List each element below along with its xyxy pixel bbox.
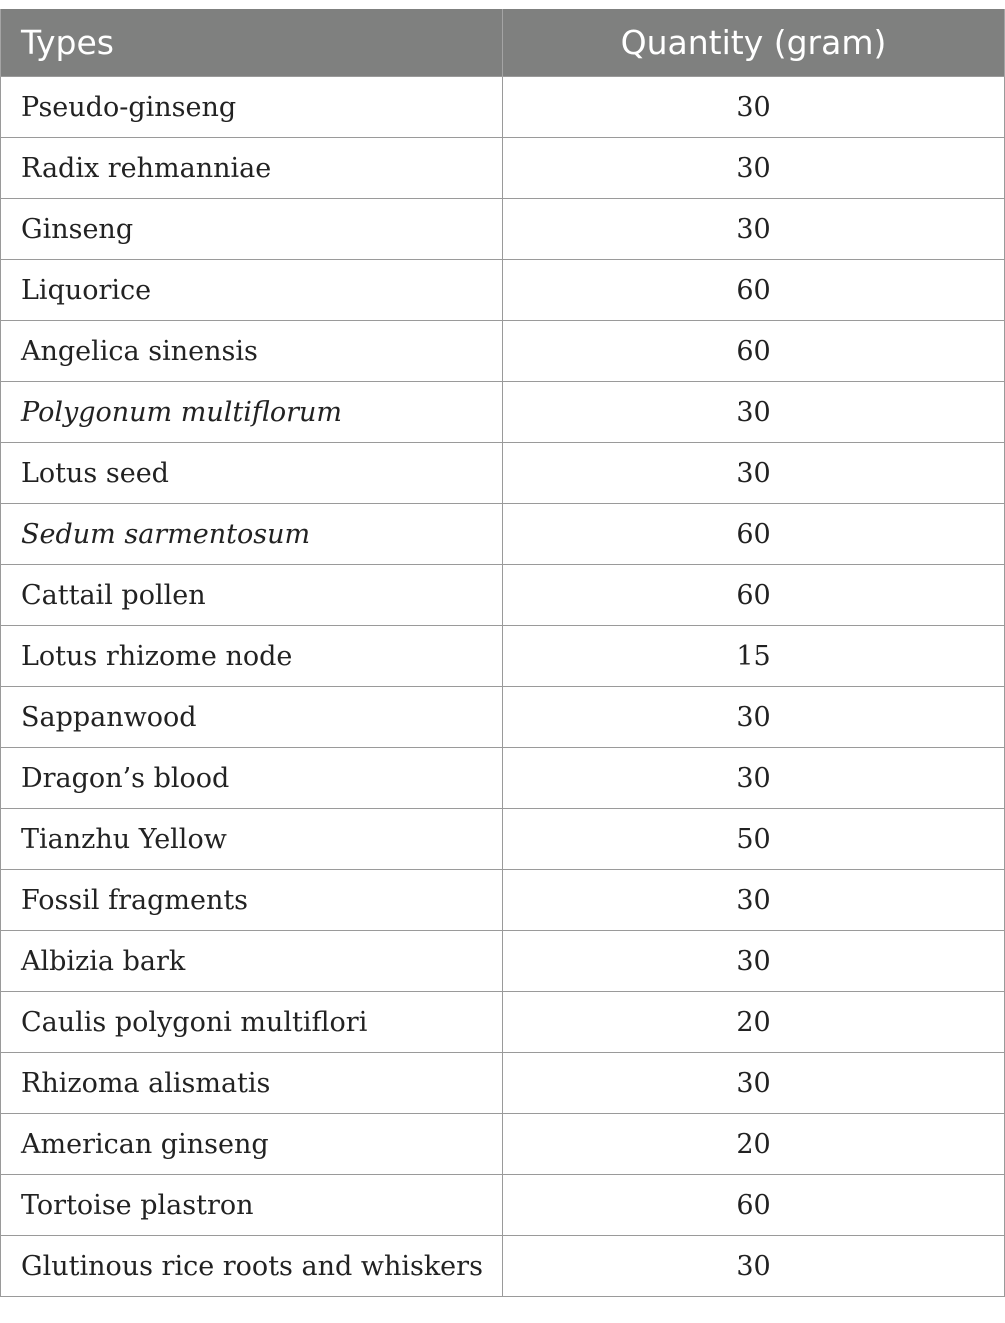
table-body xyxy=(1,77,1005,1297)
quantity-cell: 15 xyxy=(503,626,1005,687)
type-cell: Liquorice xyxy=(1,260,503,321)
quantity-cell: 20 xyxy=(503,1114,1005,1175)
type-cell: Lotus seed xyxy=(1,443,503,504)
table-row xyxy=(1,1175,1005,1236)
table-container xyxy=(0,9,1004,1297)
quantity-cell: 50 xyxy=(503,809,1005,870)
table-row xyxy=(1,382,1005,443)
type-cell: Fossil fragments xyxy=(1,870,503,931)
header-row xyxy=(1,9,1005,77)
table-row xyxy=(1,504,1005,565)
table-row xyxy=(1,748,1005,809)
type-cell: Dragon’s blood xyxy=(1,748,503,809)
type-cell: Rhizoma alismatis xyxy=(1,1053,503,1114)
quantity-cell: 30 xyxy=(503,1053,1005,1114)
type-cell: Polygonum multiflorum xyxy=(1,382,503,443)
header-quantity: Quantity (gram) xyxy=(503,9,1005,77)
type-cell: Lotus rhizome node xyxy=(1,626,503,687)
type-cell: Caulis polygoni multiflori xyxy=(1,992,503,1053)
table-header xyxy=(1,9,1005,77)
table-row xyxy=(1,931,1005,992)
table-row xyxy=(1,260,1005,321)
quantity-cell: 30 xyxy=(503,931,1005,992)
type-cell: American ginseng xyxy=(1,1114,503,1175)
table-row xyxy=(1,565,1005,626)
table-row xyxy=(1,1114,1005,1175)
quantity-cell: 30 xyxy=(503,748,1005,809)
quantity-cell: 30 xyxy=(503,1236,1005,1297)
quantity-cell: 60 xyxy=(503,321,1005,382)
quantity-cell: 30 xyxy=(503,443,1005,504)
type-cell: Glutinous rice roots and whiskers xyxy=(1,1236,503,1297)
type-cell: Radix rehmanniae xyxy=(1,138,503,199)
quantity-cell: 30 xyxy=(503,870,1005,931)
type-cell: Albizia bark xyxy=(1,931,503,992)
type-cell: Pseudo-ginseng xyxy=(1,77,503,138)
type-cell: Ginseng xyxy=(1,199,503,260)
table-row xyxy=(1,77,1005,138)
quantity-cell: 30 xyxy=(503,77,1005,138)
quantity-cell: 60 xyxy=(503,260,1005,321)
quantity-cell: 30 xyxy=(503,138,1005,199)
table-row xyxy=(1,1236,1005,1297)
header-types: Types xyxy=(1,9,503,77)
type-cell: Tortoise plastron xyxy=(1,1175,503,1236)
table-row xyxy=(1,1053,1005,1114)
table-row xyxy=(1,199,1005,260)
table-row xyxy=(1,321,1005,382)
ingredients-table xyxy=(0,9,1005,1297)
table-row xyxy=(1,687,1005,748)
type-cell: Cattail pollen xyxy=(1,565,503,626)
table-row xyxy=(1,809,1005,870)
quantity-cell: 20 xyxy=(503,992,1005,1053)
quantity-cell: 30 xyxy=(503,199,1005,260)
quantity-cell: 60 xyxy=(503,565,1005,626)
table-row xyxy=(1,138,1005,199)
quantity-cell: 60 xyxy=(503,1175,1005,1236)
quantity-cell: 30 xyxy=(503,687,1005,748)
quantity-cell: 60 xyxy=(503,504,1005,565)
table-row xyxy=(1,870,1005,931)
type-cell: Sedum sarmentosum xyxy=(1,504,503,565)
table-row xyxy=(1,992,1005,1053)
type-cell: Sappanwood xyxy=(1,687,503,748)
table-row xyxy=(1,626,1005,687)
table-row xyxy=(1,443,1005,504)
type-cell: Angelica sinensis xyxy=(1,321,503,382)
type-cell: Tianzhu Yellow xyxy=(1,809,503,870)
quantity-cell: 30 xyxy=(503,382,1005,443)
